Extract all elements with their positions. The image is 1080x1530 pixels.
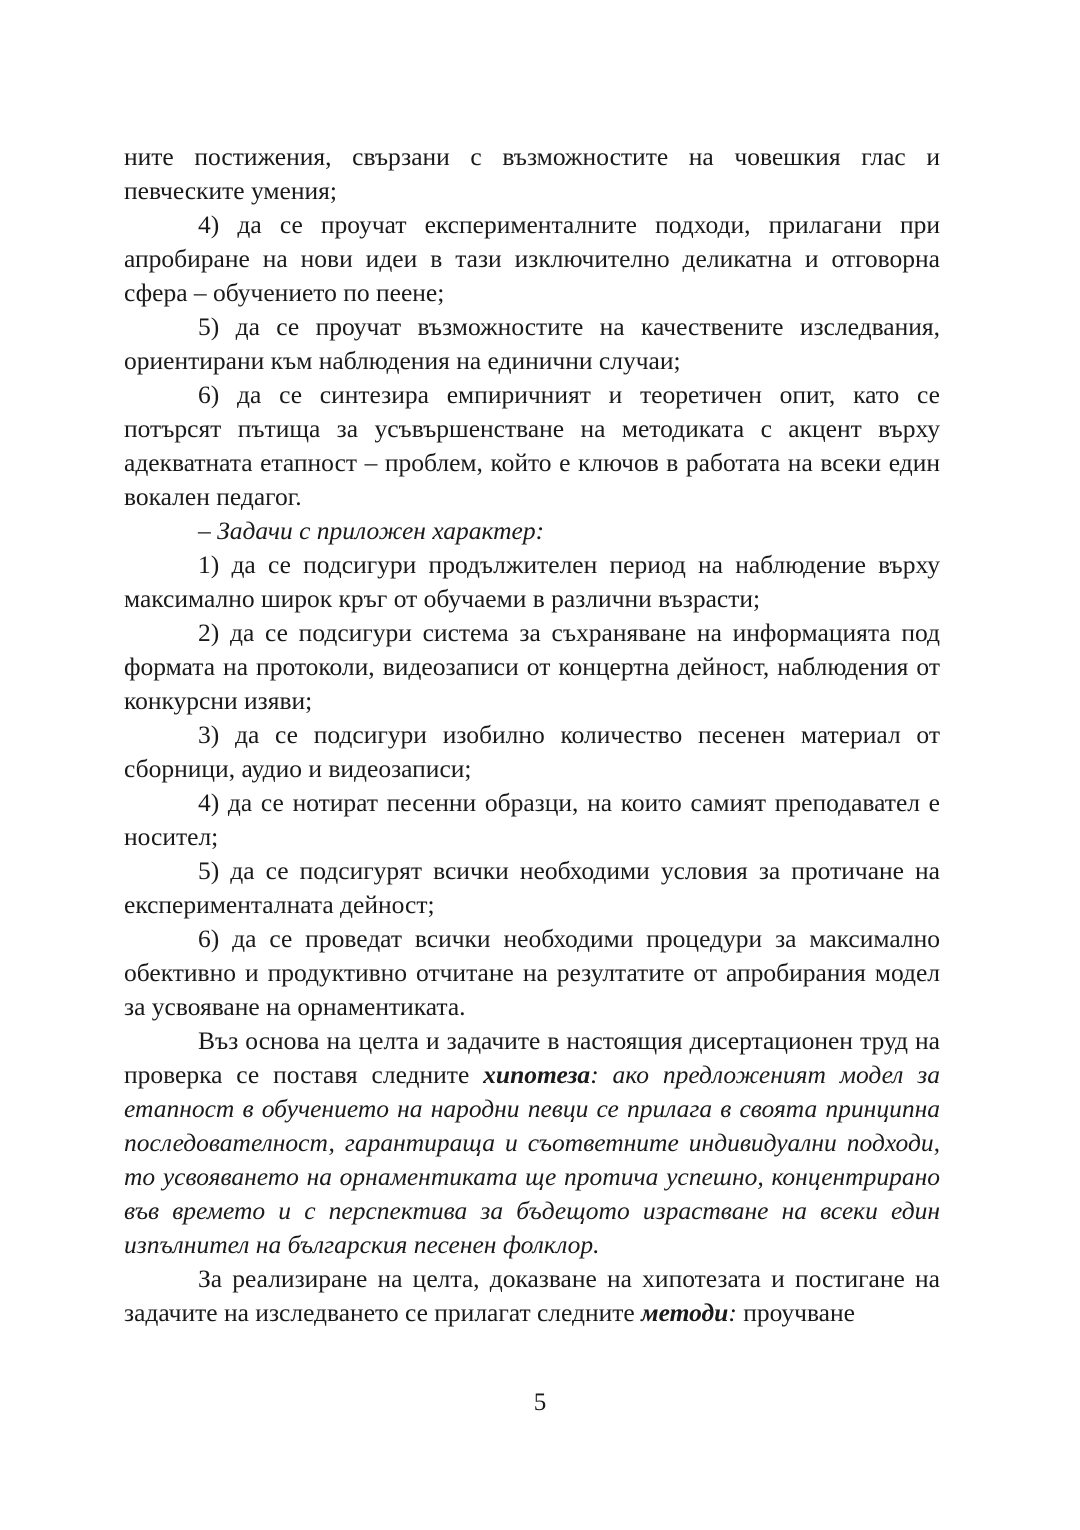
paragraph-continuation: ните постижения, свързани с възможностите на човешкия глас и певческите умения; bbox=[124, 142, 940, 205]
hypothesis-text: : ако предложеният модел за етапност в обучението на народни певци се прилага в своята принципна последователност, гарантираща и съответните индивидуални подходи, то усвояването на орнаментиката ще протича успешно, концентрирано във времето и с перспектива за бъдещото израстване на всеки един изпълнител на българския песенен фолклор. bbox=[124, 1060, 940, 1259]
applied-task-2: 2) да се подсигури система за съхраняване на информацията под формата на протоколи, видеозаписи от концертна дейност, наблюдения от конкурсни изяви; bbox=[124, 618, 940, 715]
methods-paragraph bbox=[124, 1262, 940, 1330]
applied-tasks-heading: – Задачи с приложен характер: bbox=[198, 516, 545, 545]
document-body bbox=[124, 140, 940, 1330]
theoretical-task-5: 5) да се проучат възможностите на качествените изследвания, ориентирани към наблюдения на единични случаи; bbox=[124, 312, 940, 375]
hypothesis-intro: Въз основа на целта и задачите в настоящия дисертационен труд на проверка се поставя следните bbox=[124, 1026, 940, 1089]
applied-task-3: 3) да се подсигури изобилно количество песенен материал от сборници, аудио и видеозаписи; bbox=[124, 720, 940, 783]
applied-task-1: 1) да се подсигури продължителен период на наблюдение върху максимално широк кръг от обучаеми в различни възрасти; bbox=[124, 550, 940, 613]
page-number: 5 bbox=[533, 1389, 547, 1416]
applied-task-5: 5) да се подсигурят всички необходими условия за протичане на експерименталната дейност; bbox=[124, 856, 940, 919]
methods-intro: За реализиране на целта, доказване на хипотезата и постигане на задачите на изследването се прилагат следните bbox=[124, 1264, 940, 1327]
applied-task-4: 4) да се нотират песенни образци, на които самият преподавател е носител; bbox=[124, 788, 940, 851]
applied-task-6: 6) да се проведат всички необходими процедури за максимално обективно и продуктивно отчитане на резултатите от апробирания модел за усвояване на орнаментиката. bbox=[124, 924, 940, 1021]
theoretical-task-4: 4) да се проучат експерименталните подходи, прилагани при апробиране на нови идеи в тази изключително деликатна и отговорна сфера – обучението по пеене; bbox=[124, 210, 940, 307]
methods-colon: : bbox=[728, 1298, 737, 1327]
methods-tail: проучване bbox=[736, 1298, 855, 1327]
hypothesis-paragraph bbox=[124, 1024, 940, 1262]
methods-term: методи bbox=[641, 1298, 729, 1327]
hypothesis-term: хипотеза bbox=[483, 1060, 591, 1089]
theoretical-task-6: 6) да се синтезира емпиричният и теоретичен опит, като се потърсят пътища за усъвършенстване на методиката с акцент върху адекватната етапност – проблем, който е ключов в работата на всеки един вокален педагог. bbox=[124, 380, 940, 511]
